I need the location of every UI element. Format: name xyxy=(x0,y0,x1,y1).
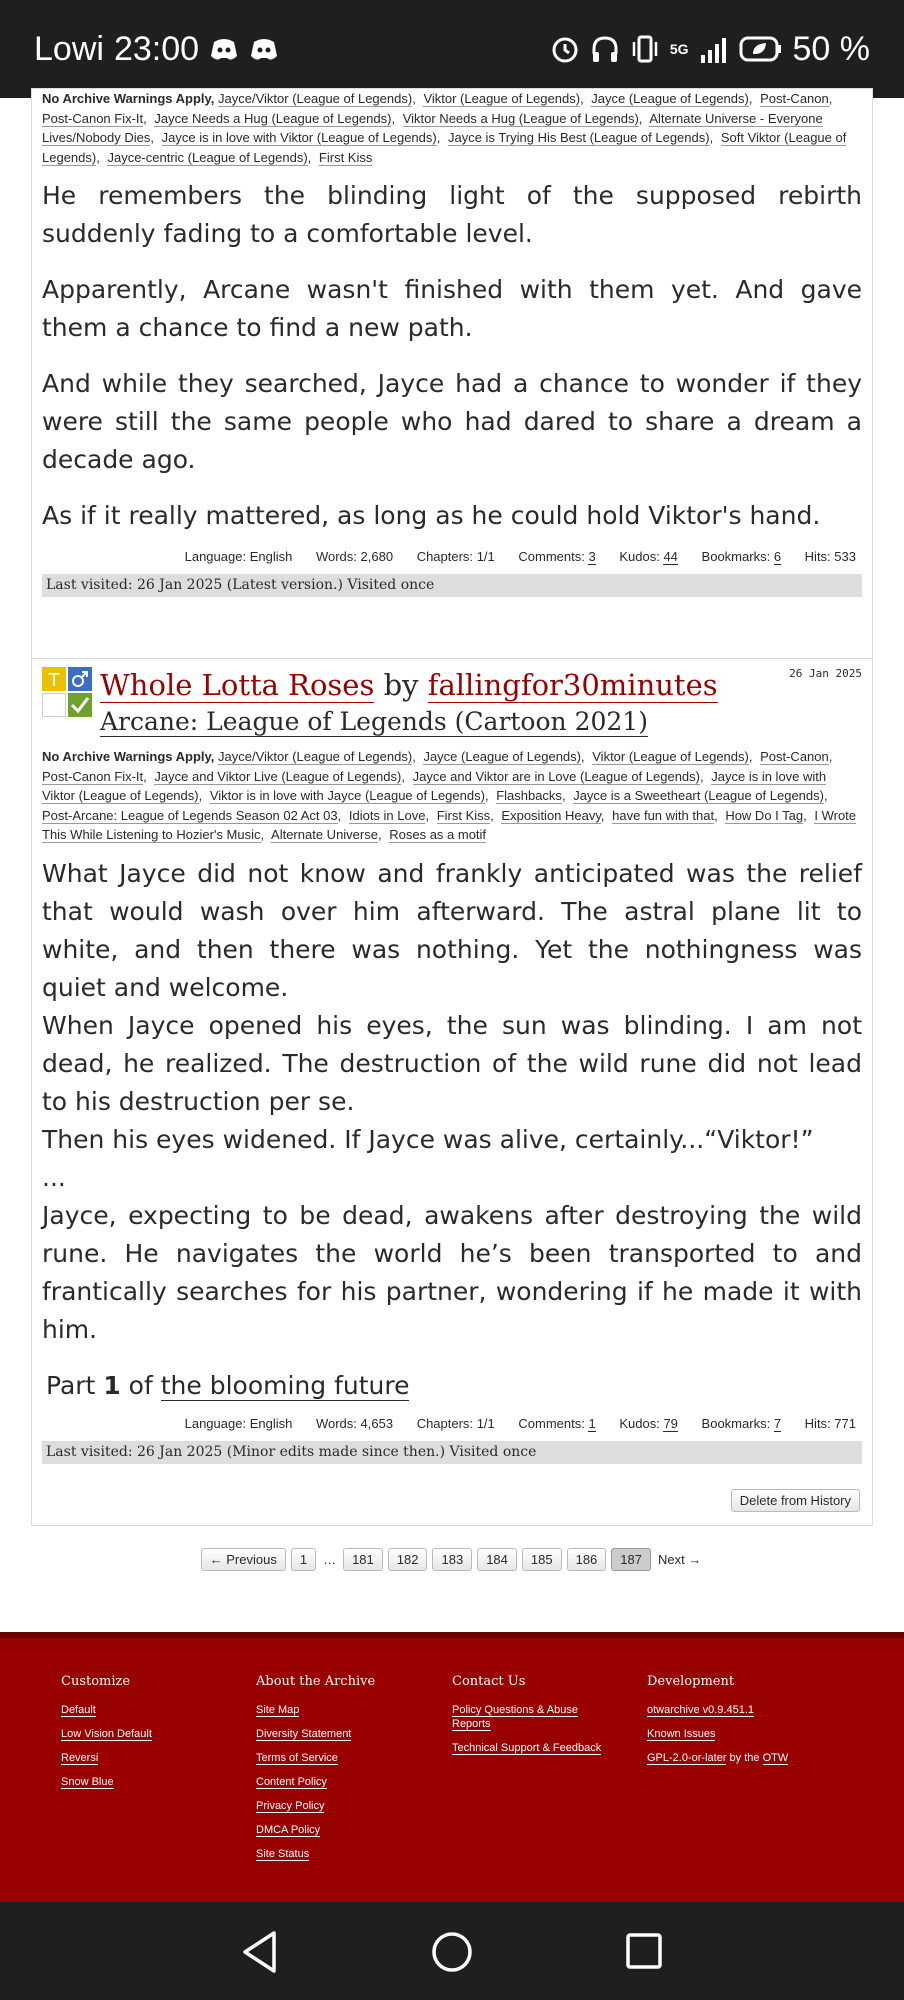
tag-separator: , xyxy=(377,827,382,842)
tag-separator: , xyxy=(307,149,312,165)
tag-separator: , xyxy=(337,807,342,823)
bookmarks-link[interactable]: 6 xyxy=(773,549,782,564)
headphones-icon xyxy=(590,34,620,64)
fandom-link[interactable]: Arcane: League of Legends (Cartoon 2021) xyxy=(100,707,648,736)
clock: 23:00 xyxy=(113,29,200,68)
tag-link[interactable]: Flashbacks xyxy=(496,788,562,803)
tag-separator: , xyxy=(490,807,494,823)
page-link[interactable]: 183 xyxy=(432,1548,472,1571)
work-blurb-2 xyxy=(31,658,873,1526)
kudos-link[interactable]: 79 xyxy=(663,1415,678,1431)
footer-heading: Customize xyxy=(61,1674,131,1689)
tag-separator: , xyxy=(600,807,605,823)
series-of: of xyxy=(128,1370,153,1400)
tag-separator: , xyxy=(401,768,405,784)
stat-label: Bookmarks: xyxy=(701,1415,771,1431)
work-header xyxy=(32,659,872,741)
content-policy-link[interactable]: Content Policy xyxy=(256,1776,327,1788)
tag-link[interactable]: Viktor is in love with Jayce (League of Legends) xyxy=(209,788,485,803)
tag-separator: , xyxy=(412,91,416,106)
tag-separator: , xyxy=(143,110,147,126)
alarm-icon xyxy=(550,34,580,64)
stat-label: Comments: xyxy=(518,1415,585,1431)
required-tags-icons xyxy=(42,667,92,717)
vibrate-icon xyxy=(630,34,660,64)
tag-separator: , xyxy=(823,788,828,803)
rating-icon xyxy=(42,667,66,691)
by-label: by xyxy=(383,668,419,702)
footer-heading: Contact Us xyxy=(452,1674,526,1689)
stat-label: Kudos: xyxy=(619,1415,660,1431)
tag-link[interactable]: Jayce-centric (League of Legends) xyxy=(107,149,308,165)
summary xyxy=(32,177,872,535)
tag-link[interactable]: First Kiss xyxy=(318,149,373,165)
tag-link[interactable]: Jayce is a Sweetheart (League of Legends) xyxy=(573,788,824,803)
tag-separator: , xyxy=(143,768,147,784)
discord-icon xyxy=(209,36,239,62)
site-map-link[interactable]: Site Map xyxy=(256,1704,300,1716)
page-link[interactable]: 1 xyxy=(291,1548,316,1571)
fandom-heading xyxy=(100,703,862,741)
last-visited: Last visited: 26 Jan 2025 (Latest version.) Visited once xyxy=(42,574,862,597)
tag-link[interactable]: First Kiss xyxy=(436,807,491,823)
page-link[interactable]: 185 xyxy=(522,1548,562,1571)
tag-link[interactable]: Exposition Heavy xyxy=(501,807,601,823)
footer-customize xyxy=(61,1674,231,1799)
tag-separator: , xyxy=(828,749,833,764)
skin-snow-blue-link[interactable]: Snow Blue xyxy=(61,1776,114,1788)
footer-about xyxy=(256,1674,426,1871)
tag-separator: , xyxy=(484,788,489,803)
dmca-policy-link[interactable]: DMCA Policy xyxy=(256,1824,321,1836)
summary-paragraph: What Jayce did not know and frankly anticipated was the relief that would wash over him afterward. The astral plane lit to white, and then there was nothing. Yet the nothingness was quiet and welcome. xyxy=(42,858,862,1002)
tag-link[interactable]: Jayce is in love with Viktor (League of Legends) xyxy=(42,768,827,803)
summary-paragraph: Then his eyes widened. If Jayce was alive, certainly...“Viktor!” xyxy=(42,1124,814,1154)
author-link[interactable]: fallingfor30minutes xyxy=(427,668,718,702)
site-footer xyxy=(0,1632,904,1902)
tag-separator: , xyxy=(96,149,100,165)
stat-label: Hits: xyxy=(804,1415,831,1431)
tag-link[interactable]: Soft Viktor (League of Legends) xyxy=(42,130,847,165)
stat-label: Kudos: xyxy=(619,549,660,564)
pagination xyxy=(0,1548,904,1571)
tag-link[interactable]: How Do I Tag xyxy=(725,807,804,823)
tag-link[interactable]: Jayce/Viktor (League of Legends) xyxy=(218,91,413,106)
tag-link[interactable]: Jayce and Viktor are in Love (League of Legends) xyxy=(412,768,700,784)
summary-paragraph: He remembers the blinding light of the supposed rebirth suddenly fading to a comfortable level. xyxy=(42,181,862,248)
home-icon[interactable] xyxy=(431,1931,473,1973)
technical-support-link[interactable]: Technical Support & Feedback xyxy=(452,1742,602,1754)
tag-link[interactable]: Post-Canon Fix-It xyxy=(42,110,144,126)
tag-link[interactable]: have fun with that xyxy=(612,807,715,823)
work-stats xyxy=(32,1416,872,1431)
bookmarks-link[interactable]: 7 xyxy=(773,1415,782,1431)
terms-of-service-link[interactable]: Terms of Service xyxy=(256,1752,338,1764)
diversity-statement-link[interactable]: Diversity Statement xyxy=(256,1728,352,1740)
footer-heading: Development xyxy=(647,1674,735,1689)
tag-separator: , xyxy=(436,130,441,145)
tag-link[interactable]: I Wrote This While Listening to Hozier's Music xyxy=(42,807,857,842)
stat-label: Bookmarks: xyxy=(701,549,771,564)
network-type: 5G xyxy=(669,41,689,57)
work-heading xyxy=(100,667,862,703)
summary-paragraph: As if it really mattered, as long as he could hold Viktor's hand. xyxy=(42,501,821,530)
tag-separator: , xyxy=(748,749,753,764)
category-icon xyxy=(68,667,92,691)
comments-link[interactable]: 3 xyxy=(588,549,596,564)
series-prefix: Part xyxy=(46,1370,96,1400)
page-gap: … xyxy=(323,1552,337,1567)
tag-separator: , xyxy=(260,827,265,842)
kudos-link[interactable]: 44 xyxy=(663,549,678,564)
tag-separator: , xyxy=(803,807,807,823)
tag-separator: , xyxy=(580,91,584,106)
current-page: 187 xyxy=(611,1548,651,1571)
tag-link[interactable]: Viktor (League of Legends) xyxy=(592,749,749,764)
page-link[interactable]: 181 xyxy=(343,1548,383,1571)
page-link[interactable]: 184 xyxy=(477,1548,517,1571)
skin-default-link[interactable]: Default xyxy=(61,1704,96,1716)
last-visited: Last visited: 26 Jan 2025 (Minor edits made since then.) Visited once xyxy=(42,1441,862,1464)
chapters-value: 1/1 xyxy=(476,1415,495,1431)
tag-link[interactable]: Jayce and Viktor Live (League of Legends) xyxy=(154,768,402,784)
skin-low-vision-link[interactable]: Low Vision Default xyxy=(61,1728,152,1740)
tag-link[interactable]: Post-Canon xyxy=(760,749,829,764)
recents-icon[interactable] xyxy=(625,1932,663,1970)
tag-link[interactable]: Alternate Universe - Everyone Lives/Nobody Dies xyxy=(42,110,823,145)
next-page-link[interactable]: Next → xyxy=(658,1552,702,1567)
stat-label: Chapters: xyxy=(416,549,474,564)
tag-separator: , xyxy=(748,91,753,106)
stat-label: Words: xyxy=(315,549,357,564)
tag-separator: , xyxy=(700,768,704,784)
comments-link[interactable]: 1 xyxy=(588,1415,596,1431)
known-issues-link[interactable]: Known Issues xyxy=(647,1728,716,1740)
delete-from-history-button[interactable]: Delete from History xyxy=(731,1489,860,1512)
stat-label: Language: xyxy=(184,549,247,564)
words-value: 2,680 xyxy=(360,549,394,564)
tag-separator: , xyxy=(391,110,396,126)
series-link[interactable]: the blooming future xyxy=(160,1370,410,1400)
privacy-policy-link[interactable]: Privacy Policy xyxy=(256,1800,325,1812)
tag-separator: , xyxy=(150,130,155,145)
summary-paragraph: ... xyxy=(42,1162,66,1192)
tag-separator: , xyxy=(828,91,833,106)
carrier-label: Lowi xyxy=(34,29,104,68)
tag-link[interactable]: Viktor (League of Legends) xyxy=(423,91,581,106)
tag-link[interactable]: Viktor Needs a Hug (League of Legends) xyxy=(402,110,639,126)
footer-contact xyxy=(452,1674,602,1765)
tag-separator: , xyxy=(638,110,643,126)
license-suffix: by the xyxy=(729,1752,760,1764)
svg-text:T: T xyxy=(48,670,60,691)
stat-label: Hits: xyxy=(804,549,831,564)
page-link[interactable]: 182 xyxy=(388,1548,428,1571)
summary-paragraph: And while they searched, Jayce had a chance to wonder if they were still the same people who had dared to share a dream a decade ago. xyxy=(42,369,862,474)
footer-development xyxy=(647,1674,807,1775)
tag-separator: , xyxy=(581,749,585,764)
language-value: English xyxy=(249,1415,293,1431)
page-link[interactable]: 186 xyxy=(567,1548,607,1571)
stat-label: Language: xyxy=(184,1415,247,1431)
tag-separator: , xyxy=(425,807,430,823)
warning-icon xyxy=(42,693,66,717)
series-info xyxy=(32,1371,872,1400)
site-status-link[interactable]: Site Status xyxy=(256,1848,310,1860)
tag-separator: , xyxy=(709,130,714,145)
tag-separator: , xyxy=(198,788,203,803)
tag-link[interactable]: Jayce is in love with Viktor (League of Legends) xyxy=(161,130,437,145)
tag-separator: , xyxy=(714,807,718,823)
status-bar xyxy=(0,0,904,98)
tag-link[interactable]: Idiots in Love xyxy=(348,807,426,823)
system-navigation-bar xyxy=(0,1902,904,2000)
summary-paragraph: When Jayce opened his eyes, the sun was blinding. I am not dead, he realized. The destruction of the wild rune did not lead to his destruction per se. xyxy=(42,1010,862,1116)
license-link[interactable]: GPL-2.0-or-later xyxy=(647,1752,727,1764)
tag-link[interactable]: Roses as a motif xyxy=(389,827,487,842)
tag-link[interactable]: Jayce/Viktor (League of Legends) xyxy=(218,749,413,764)
battery-percent: 50 % xyxy=(792,29,870,68)
work-stats xyxy=(32,549,872,564)
publish-date: 26 Jan 2025 xyxy=(789,667,862,680)
tag-link[interactable]: Post-Canon Fix-It xyxy=(42,768,144,784)
skin-reversi-link[interactable]: Reversi xyxy=(61,1752,99,1764)
signal-icon xyxy=(699,35,729,63)
tag-link[interactable]: Alternate Universe xyxy=(271,827,378,842)
tag-link[interactable]: Post-Canon xyxy=(760,91,829,106)
work-blurb-1 xyxy=(31,88,873,746)
summary-paragraph: Jayce, expecting to be dead, awakens after destroying the wild rune. He navigates the world he’s been transported to and frantically searches for his partner, wondering if he made it with him. xyxy=(42,1200,862,1344)
policy-questions-link[interactable]: Policy Questions & Abuse Reports xyxy=(452,1704,578,1730)
otwarchive-version-link[interactable]: otwarchive v0.9.451.1 xyxy=(647,1704,755,1716)
series-part-number: 1 xyxy=(103,1370,121,1400)
tags-list xyxy=(32,747,872,845)
chapters-value: 1/1 xyxy=(476,549,495,564)
stat-label: Words: xyxy=(315,1415,357,1431)
tags-list xyxy=(32,89,872,167)
stat-label: Comments: xyxy=(518,549,585,564)
tag-separator: , xyxy=(561,788,566,803)
back-icon[interactable] xyxy=(240,1930,280,1974)
tag-separator: , xyxy=(412,749,416,764)
stat-label: Chapters: xyxy=(416,1415,474,1431)
hits-value: 771 xyxy=(834,1415,856,1431)
tag-link[interactable]: Jayce (League of Legends) xyxy=(423,749,581,764)
otw-link[interactable]: OTW xyxy=(762,1752,789,1764)
words-value: 4,653 xyxy=(360,1415,394,1431)
tag-link[interactable]: Jayce (League of Legends) xyxy=(591,91,749,106)
tag-link[interactable]: Post-Arcane: League of Legends Season 02 Act 03 xyxy=(42,807,338,823)
warning-tag[interactable]: No Archive Warnings Apply, xyxy=(42,91,215,106)
summary-paragraph: Apparently, Arcane wasn't finished with them yet. And gave them a chance to find a new path. xyxy=(42,275,862,342)
language-value: English xyxy=(249,549,293,564)
work-title-link[interactable]: Whole Lotta Roses xyxy=(100,668,375,702)
previous-page-button[interactable]: ← Previous xyxy=(201,1548,286,1571)
warning-tag[interactable]: No Archive Warnings Apply, xyxy=(42,749,215,764)
footer-heading: About the Archive xyxy=(256,1674,376,1689)
tag-link[interactable]: Jayce Needs a Hug (League of Legends) xyxy=(154,110,392,126)
hits-value: 533 xyxy=(834,549,856,564)
battery-saver-icon xyxy=(739,34,783,64)
complete-icon xyxy=(68,693,92,717)
tag-link[interactable]: Jayce is Trying His Best (League of Legends) xyxy=(447,130,710,145)
discord-icon-2 xyxy=(249,36,279,62)
summary xyxy=(32,855,872,1349)
